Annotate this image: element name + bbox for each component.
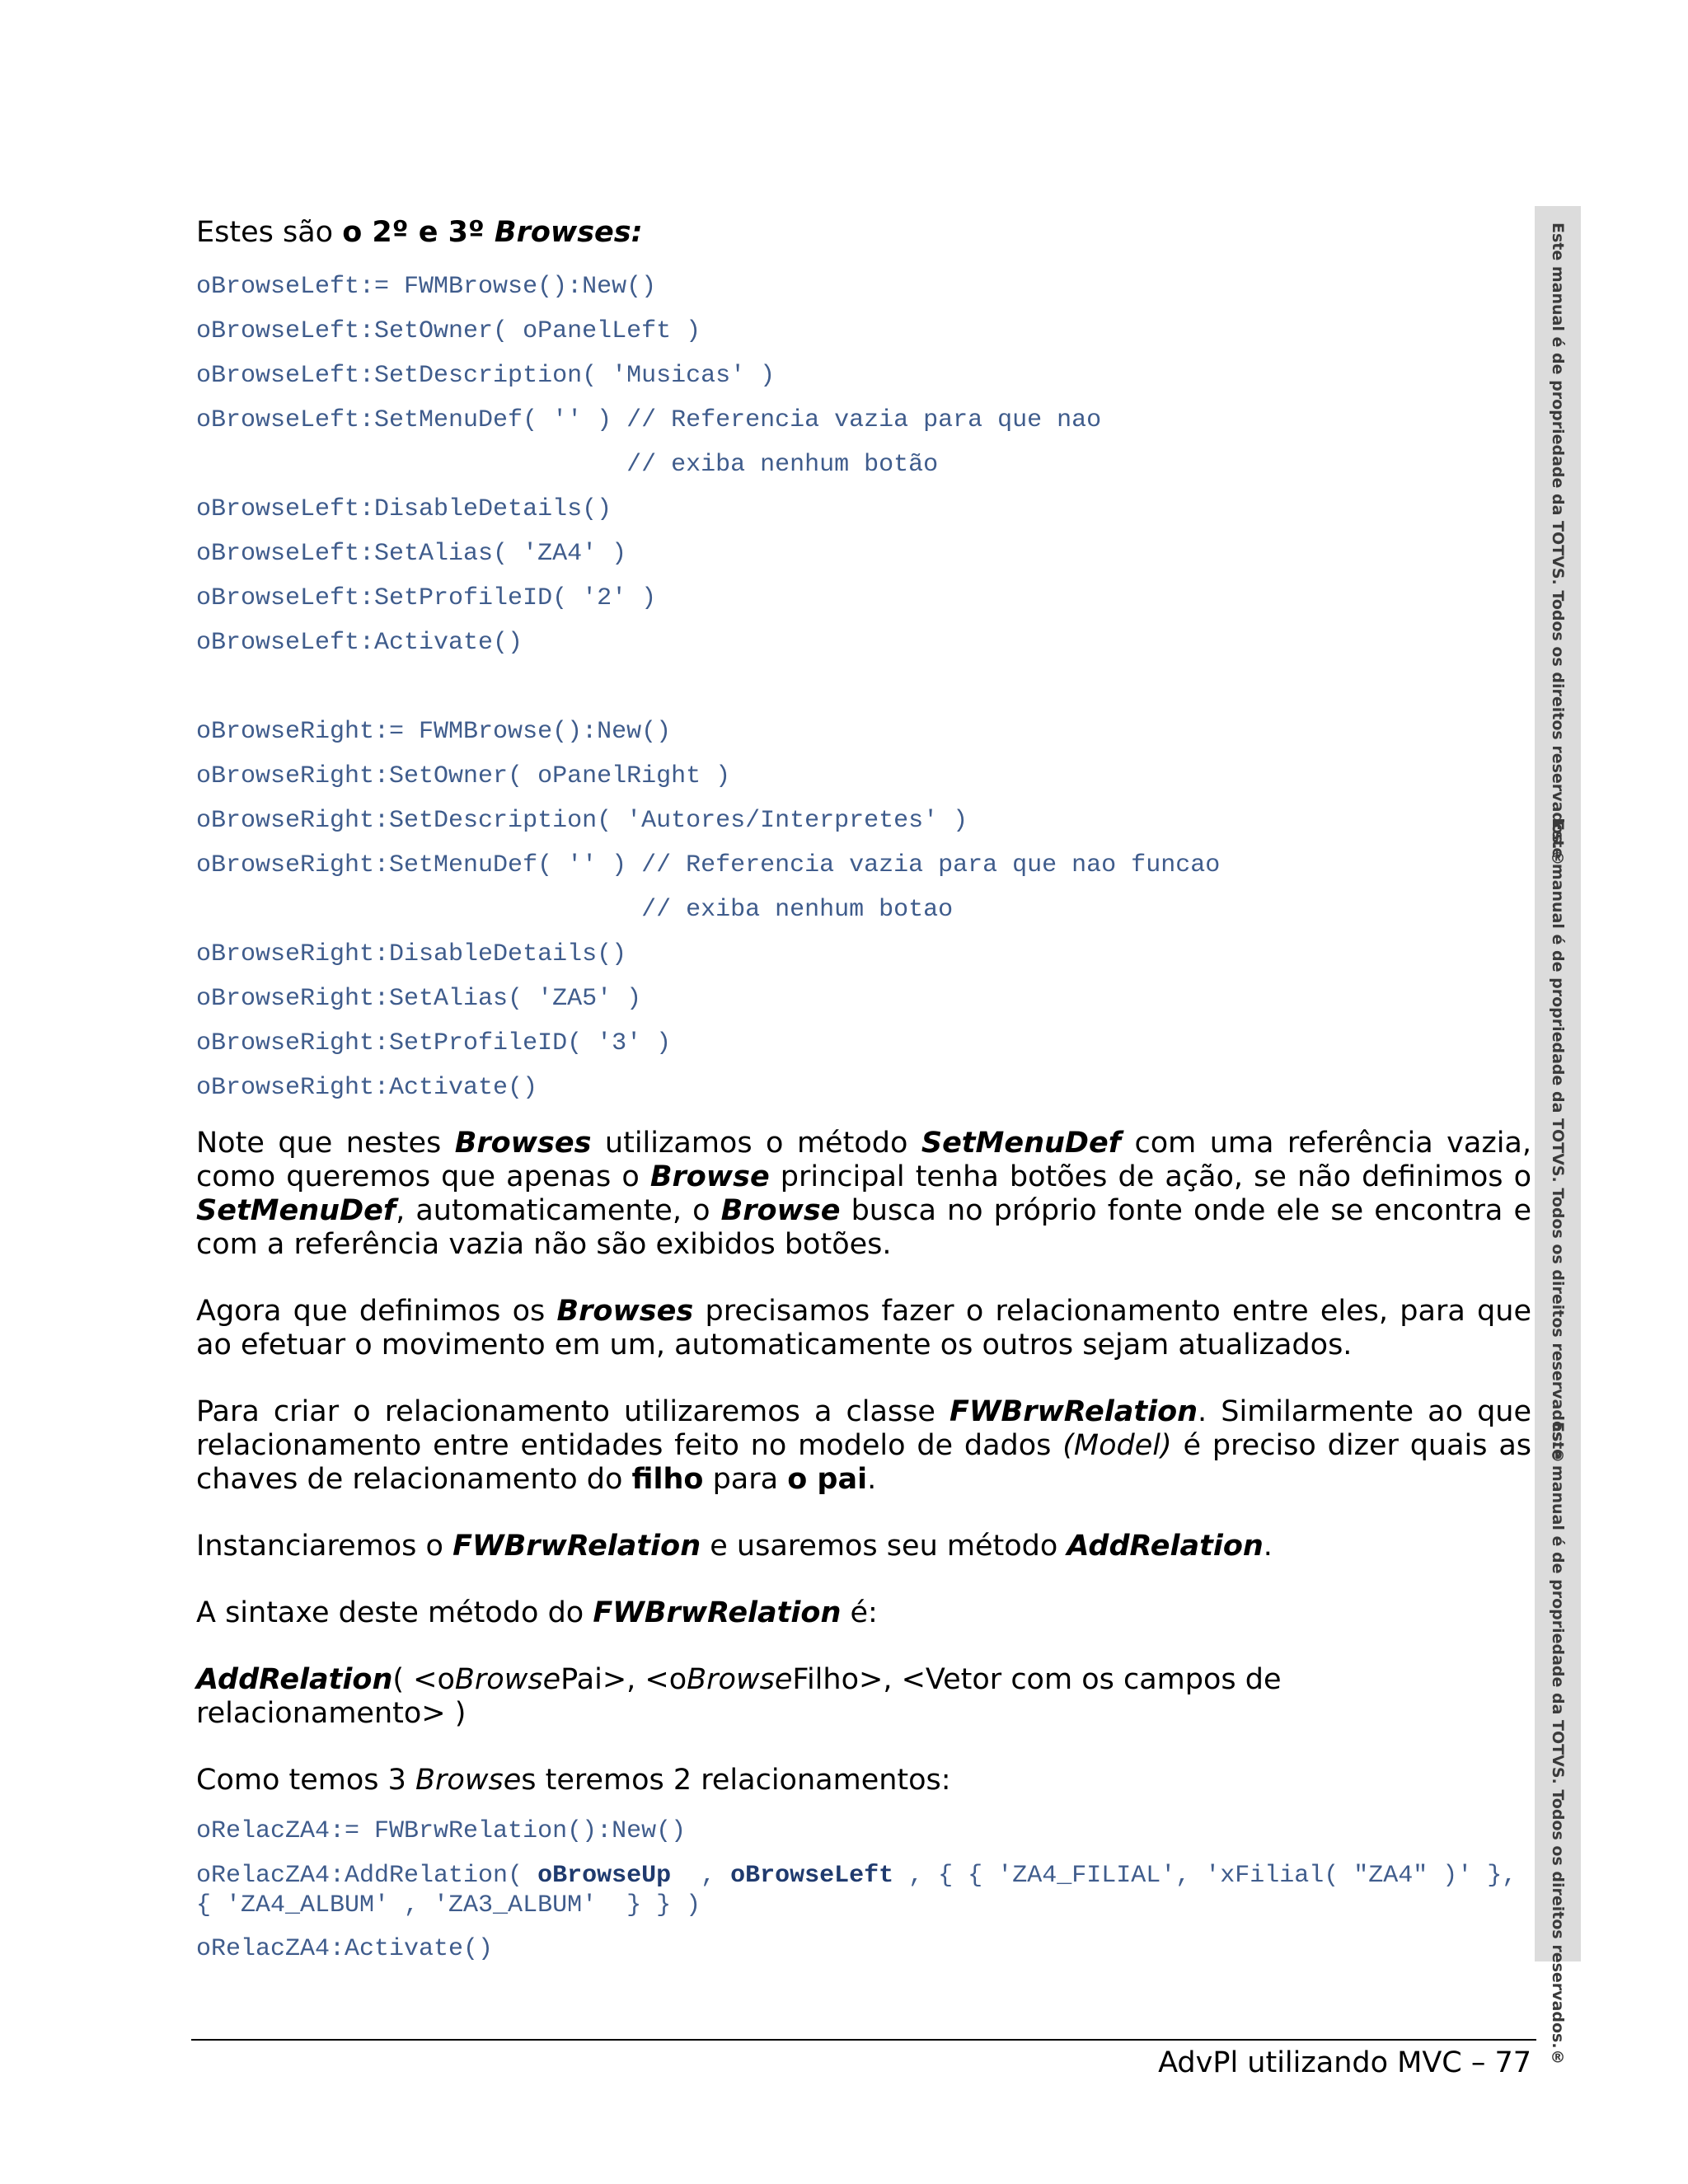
text-run: Pai>, <o: [560, 1663, 687, 1696]
bold-term: o pai: [787, 1463, 868, 1496]
code-line: oBrowseRight:DisableDetails(): [196, 940, 627, 968]
italic-term: (Model): [1062, 1429, 1172, 1462]
emphasis-term: FWBrwRelation: [593, 1596, 842, 1629]
code-line: oBrowseRight:SetDescription( 'Autores/Interpretes' ): [196, 807, 968, 835]
text-run: Filho>, <Vetor com os campos de relacionamento> ): [196, 1663, 1282, 1730]
code-line: oBrowseLeft:DisableDetails(): [196, 495, 612, 523]
code-line: oBrowseLeft:SetMenuDef( '' ) // Referencia vazia para que nao: [196, 406, 1102, 434]
note-paragraph: [196, 1127, 1531, 1262]
text-run: Como temos 3: [196, 1764, 416, 1797]
code-line: oBrowseRight:SetOwner( oPanelRight ): [196, 762, 731, 790]
emphasis-term: Browses: [454, 1127, 592, 1160]
code-block-relation: [196, 1809, 1531, 1971]
sintaxe-paragraph: [196, 1596, 1531, 1630]
code-line: oBrowseLeft:SetAlias( 'ZA4' ): [196, 540, 627, 568]
text-run: . Similarmente ao que relacionamento entre entidades feito no modelo de dados: [196, 1395, 1532, 1462]
intro-lead: Estes são: [196, 216, 343, 249]
page-content: [196, 216, 1531, 1971]
code-line: oRelacZA4:= FWBrwRelation():New(): [196, 1817, 687, 1845]
code-run: , { { 'ZA4_FILIAL', 'xFilial( "ZA4" )' }, { 'ZA4_ALBUM' , 'ZA3_ALBUM' } } ): [196, 1862, 1532, 1919]
text-run: .: [1263, 1530, 1273, 1563]
code-line: oBrowseLeft:SetProfileID( '2' ): [196, 584, 657, 612]
intro-bold: o 2º e 3º: [342, 216, 495, 249]
footer-rule: [191, 2039, 1536, 2041]
text-run: .: [867, 1463, 877, 1496]
code-line: oBrowseRight:SetAlias( 'ZA5' ): [196, 985, 642, 1013]
footer-page-label: AdvPl utilizando MVC – 77: [1158, 2046, 1531, 2079]
como-paragraph: [196, 1764, 1531, 1797]
code-run: ,: [671, 1862, 731, 1890]
intro-bold-italic: Browses:: [494, 216, 643, 249]
code-spacer: [196, 665, 1531, 710]
syntax-line: [196, 1663, 1531, 1731]
watermark-text: Este manual é de propriedade da TOTVS. Todos os direitos reservados.®: [1549, 1422, 1567, 2067]
text-run: Para criar o relacionamento utilizaremos a classe: [196, 1395, 950, 1428]
text-run: para: [703, 1463, 788, 1496]
text-run: busca no próprio fonte onde ele se encontra e com a referência vazia não são exibidos botões.: [196, 1194, 1531, 1261]
watermark-text: Este manual é de propriedade da TOTVS. Todos os direitos reservados.®: [1549, 820, 1567, 1465]
copyright-sidebar: [1535, 206, 1581, 2067]
instanciar-paragraph: [196, 1530, 1531, 1563]
code-bold-run: oBrowseUp: [537, 1862, 672, 1890]
italic-term: Browse: [687, 1663, 793, 1696]
intro-paragraph: [196, 216, 1531, 250]
code-run: oRelacZA4:AddRelation(: [196, 1862, 538, 1890]
text-run: e usaremos seu método: [701, 1530, 1067, 1563]
code-line: // exiba nenhum botao: [196, 896, 954, 924]
emphasis-term: SetMenuDef: [921, 1127, 1121, 1160]
code-line: [196, 1854, 1531, 1927]
text-run: é:: [841, 1596, 878, 1629]
code-line: oBrowseLeft:SetDescription( 'Musicas' ): [196, 362, 776, 390]
text-run: principal tenha botões de ação, se não definimos o: [769, 1160, 1532, 1193]
emphasis-term: Browses: [556, 1295, 694, 1328]
code-line: oBrowseLeft:SetOwner( oPanelLeft ): [196, 317, 701, 345]
code-line: oBrowseRight:SetProfileID( '3' ): [196, 1029, 672, 1057]
agora-paragraph: [196, 1295, 1531, 1362]
syntax-method: AddRelation: [196, 1663, 393, 1696]
text-run: s teremos 2 relacionamentos:: [521, 1764, 951, 1797]
text-run: utilizamos o método: [591, 1127, 921, 1160]
code-line: oBrowseRight:Activate(): [196, 1074, 538, 1102]
emphasis-term: FWBrwRelation: [452, 1530, 701, 1563]
criar-paragraph: [196, 1395, 1531, 1497]
text-run: é preciso dizer quais as chaves de relacionamento do: [196, 1429, 1532, 1496]
code-line: oRelacZA4:Activate(): [196, 1935, 494, 1963]
text-run: precisamos fazer o relacionamento entre eles, para que ao efetuar o movimento em um, automaticamente os outros sejam atualizados.: [196, 1295, 1531, 1361]
code-line: oBrowseRight:= FWMBrowse():New(): [196, 718, 672, 746]
text-run: A sintaxe deste método do: [196, 1596, 593, 1629]
emphasis-term: AddRelation: [1067, 1530, 1264, 1563]
text-run: Note que nestes: [196, 1127, 455, 1160]
bold-term: filho: [631, 1463, 704, 1496]
emphasis-term: FWBrwRelation: [950, 1395, 1198, 1428]
italic-term: Browse: [454, 1663, 561, 1696]
code-line: oBrowseLeft:Activate(): [196, 629, 523, 657]
text-run: com uma referência vazia, como queremos que apenas o: [196, 1127, 1531, 1193]
text-run: ( <o: [392, 1663, 455, 1696]
text-run: Instanciaremos o: [196, 1530, 453, 1563]
code-block-browse-right: [196, 710, 1531, 1110]
emphasis-term: Browse: [649, 1160, 770, 1193]
code-line: oBrowseLeft:= FWMBrowse():New(): [196, 273, 657, 301]
text-run: Agora que definimos os: [196, 1295, 557, 1328]
italic-term: Browse: [415, 1764, 522, 1797]
emphasis-term: Browse: [720, 1194, 841, 1227]
code-line: // exiba nenhum botão: [196, 451, 939, 479]
code-block-browse-left: [196, 265, 1531, 665]
text-run: , automaticamente, o: [396, 1194, 721, 1227]
code-line: oBrowseRight:SetMenuDef( '' ) // Referencia vazia para que nao funcao: [196, 851, 1221, 879]
watermark-text: Este manual é de propriedade da TOTVS. Todos os direitos reservados.®: [1549, 223, 1567, 868]
code-bold-run: oBrowseLeft: [730, 1862, 894, 1890]
emphasis-term: SetMenuDef: [196, 1194, 396, 1227]
